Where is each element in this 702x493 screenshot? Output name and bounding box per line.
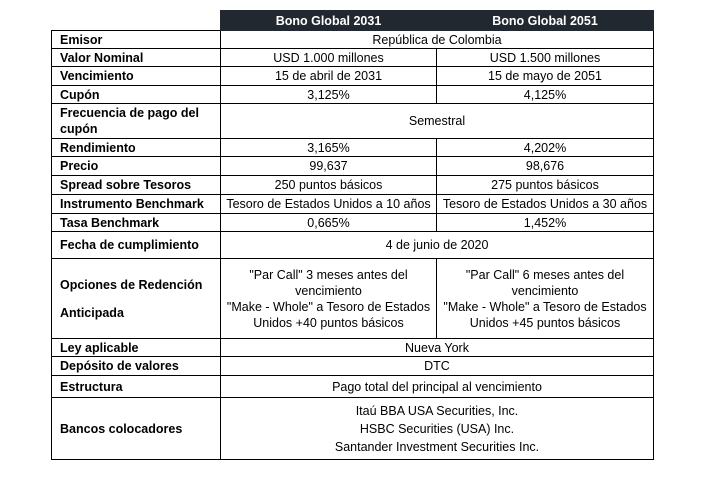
row-label: Fecha de cumplimiento [52,232,221,259]
vencimiento-2031: 15 de abril de 2031 [221,67,437,86]
valor-nominal-2051: USD 1.500 millones [437,49,654,67]
row-vencimiento [52,67,654,86]
row-tasa-benchmark [52,214,654,232]
emisor-value: República de Colombia [221,31,654,49]
row-valor-nominal [52,49,654,67]
spread-2031: 250 puntos básicos [221,176,437,195]
row-fecha-cumplimiento [52,232,654,259]
bank-name: Santander Investment Securities Inc. [334,439,540,454]
row-label: Precio [52,157,221,176]
row-deposito [52,357,654,376]
valor-nominal-2031: USD 1.000 millones [221,49,437,67]
header-row [52,11,654,31]
label-line: cupón [60,122,98,136]
header-blank-cell [52,11,221,31]
row-label [52,259,221,339]
bank-name: HSBC Securities (USA) Inc. [359,421,515,436]
tasa-benchmark-2051: 1,452% [437,214,654,232]
row-benchmark [52,195,654,214]
row-emisor [52,31,654,49]
row-label: Spread sobre Tesoros [52,176,221,195]
vencimiento-2051: 15 de mayo de 2051 [437,67,654,86]
row-redencion [52,259,654,339]
label-line: Opciones de Redención [60,277,203,292]
row-frecuencia [52,104,654,139]
row-label: Estructura [52,376,221,398]
precio-2031: 99,637 [221,157,437,176]
spread-2051: 275 puntos básicos [437,176,654,195]
header-bono-2051: Bono Global 2051 [437,11,654,31]
value-line: "Par Call" 3 meses antes del [249,267,408,282]
row-label [52,104,221,139]
row-label: Vencimiento [52,67,221,86]
value-line: "Make - Whole" a Tesoro de Estados [443,299,647,314]
ley-value: Nueva York [221,339,654,357]
benchmark-2031: Tesoro de Estados Unidos a 10 años [221,195,437,214]
estructura-value: Pago total del principal al vencimiento [221,376,654,398]
deposito-value: DTC [221,357,654,376]
header-bono-2031: Bono Global 2031 [221,11,437,31]
redencion-2051 [437,259,654,339]
row-label: Instrumento Benchmark [52,195,221,214]
row-cupon [52,86,654,104]
rendimiento-2051: 4,202% [437,139,654,157]
tasa-benchmark-2031: 0,665% [221,214,437,232]
cupon-2051: 4,125% [437,86,654,104]
row-estructura [52,376,654,398]
row-label: Ley aplicable [52,339,221,357]
precio-2051: 98,676 [437,157,654,176]
row-label: Cupón [52,86,221,104]
bond-terms-table [51,10,654,460]
value-line: Unidos +45 puntos básicos [469,315,621,330]
row-label: Valor Nominal [52,49,221,67]
row-label: Tasa Benchmark [52,214,221,232]
row-label: Depósito de valores [52,357,221,376]
row-precio [52,157,654,176]
redencion-2031 [221,259,437,339]
row-label: Rendimiento [52,139,221,157]
row-spread [52,176,654,195]
bank-name: Itaú BBA USA Securities, Inc. [355,403,519,418]
label-line: Frecuencia de pago del [60,106,199,120]
cupon-2031: 3,125% [221,86,437,104]
frecuencia-value: Semestral [221,104,654,139]
benchmark-2051: Tesoro de Estados Unidos a 30 años [437,195,654,214]
label-line: Anticipada [60,305,124,320]
value-line: vencimiento [295,283,362,298]
row-bancos [52,398,654,460]
value-line: Unidos +40 puntos básicos [253,315,404,330]
row-ley [52,339,654,357]
value-line: "Par Call" 6 meses antes del [465,267,625,282]
row-label: Bancos colocadores [52,398,221,460]
fecha-cumplimiento-value: 4 de junio de 2020 [221,232,654,259]
row-rendimiento [52,139,654,157]
rendimiento-2031: 3,165% [221,139,437,157]
row-label: Emisor [52,31,221,49]
value-line: "Make - Whole" a Tesoro de Estados [226,299,431,314]
bancos-value [221,398,654,460]
value-line: vencimiento [511,283,579,298]
